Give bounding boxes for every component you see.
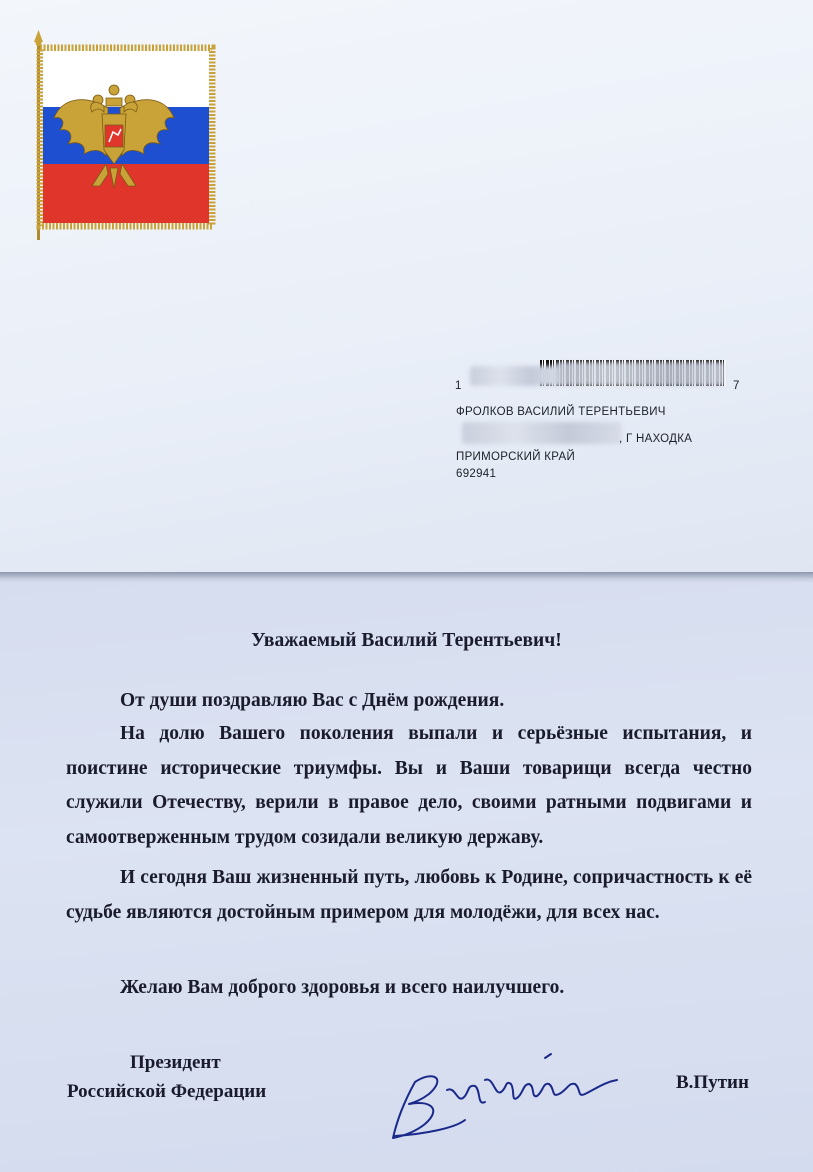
letter-paragraph: От души поздравляю Вас с Днём рождения. [120, 690, 505, 711]
recipient-name: ФРОЛКОВ ВАСИЛИЙ ТЕРЕНТЬЕВИЧ [456, 406, 666, 418]
address-prefix: 1 [455, 380, 462, 392]
recipient-city: , Г НАХОДКА [619, 433, 693, 445]
redacted-address [470, 366, 560, 386]
signatory-name: В.Путин [676, 1072, 749, 1093]
flag-with-coat-of-arms-icon [30, 30, 220, 245]
letter-paragraph: Желаю Вам доброго здоровья и всего наилучшего. [120, 977, 565, 998]
redacted-barcode [555, 362, 725, 386]
recipient-region: ПРИМОРСКИЙ КРАЙ [456, 451, 576, 463]
letter-paragraph: И сегодня Ваш жизненный путь, любовь к Родине, сопричастность к её судьбе являются достойным примером для молодёжи, для всех нас. [66, 867, 752, 923]
signature-image [385, 1050, 635, 1145]
address-suffix: 7 [733, 380, 740, 392]
postal-code: 692941 [456, 468, 497, 480]
letter-salutation: Уважаемый Василий Терентьевич! [251, 630, 562, 651]
redacted-street [462, 422, 622, 444]
envelope-sheet [0, 0, 813, 577]
signatory-title-line1: Президент [130, 1052, 221, 1073]
letter-paragraph: На долю Вашего поколения выпали и серьёзные испытания, и поистине исторические триумфы. Вы и Ваши товарищи всегда честно служили Отечеству, верили в правое дело, своими ратными подвигами и самоотверженным трудом созидали великую державу. [66, 723, 752, 848]
signatory-title-line2: Российской Федерации [67, 1081, 267, 1102]
